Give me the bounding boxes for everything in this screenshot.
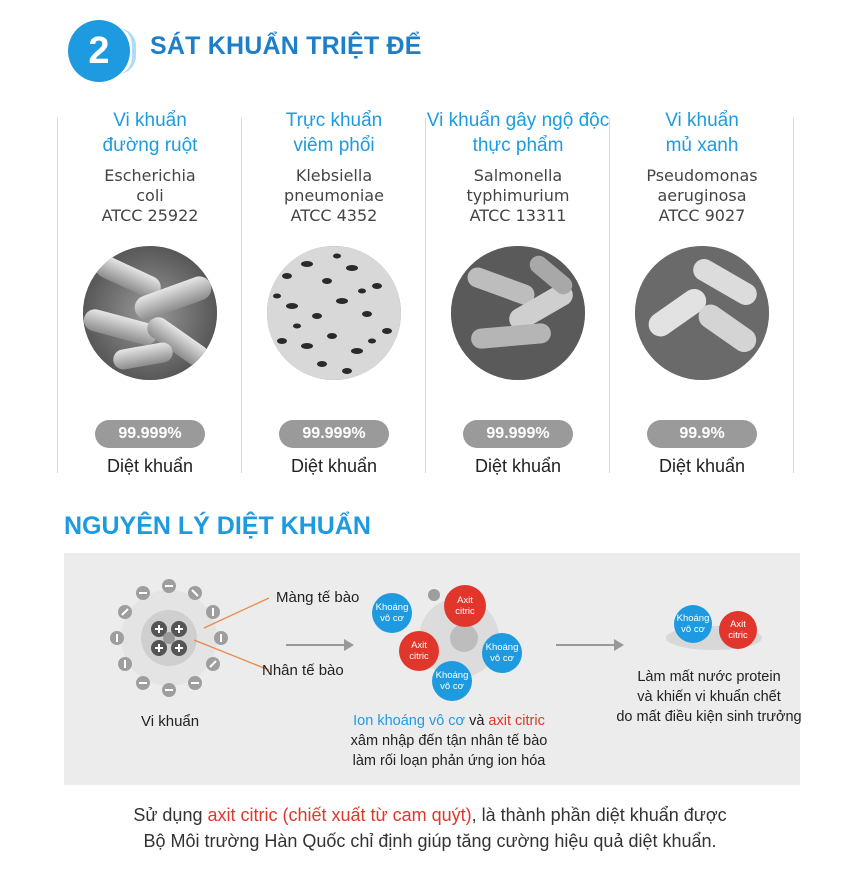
bacteria-common-name: Vi khuẩn mủ xanh bbox=[665, 110, 739, 156]
mineral-ion-icon: Khoáng vô cơ bbox=[372, 593, 412, 633]
mineral-ion-icon: Khoáng vô cơ bbox=[674, 605, 712, 643]
mineral-ion-icon: Khoáng vô cơ bbox=[432, 661, 472, 701]
nucleus-label: Nhân tế bào bbox=[262, 662, 344, 679]
kill-result-label: Diệt khuẩn bbox=[106, 456, 194, 476]
section-title-principle: NGUYÊN LÝ DIỆT KHUẨN bbox=[64, 512, 371, 540]
bacteria-card-ecoli bbox=[58, 108, 242, 478]
mechanism-diagram-panel bbox=[64, 553, 800, 785]
section-number-badge: 2 bbox=[68, 20, 130, 82]
citric-acid-ion-icon: Axit citric bbox=[719, 611, 757, 649]
kill-result-label: Diệt khuẩn bbox=[474, 456, 562, 476]
bacteria-card-klebsiella bbox=[242, 108, 426, 478]
kill-result-label: Diệt khuẩn bbox=[290, 456, 378, 476]
kill-rate-badge: 99.9% bbox=[647, 420, 757, 448]
bacteria-scientific-name: Klebsiella pneumoniae ATCC 4352 bbox=[284, 166, 384, 225]
kill-result-label: Diệt khuẩn bbox=[658, 456, 746, 476]
ecoli-micrograph-image bbox=[83, 246, 217, 380]
bacteria-card-salmonella bbox=[426, 108, 610, 478]
bacteria-card-pseudomonas bbox=[610, 108, 794, 478]
pseudomonas-micrograph-image bbox=[635, 246, 769, 380]
kill-rate-badge: 99.999% bbox=[463, 420, 573, 448]
bacteria-scientific-name: Escherichia coli ATCC 25922 bbox=[101, 166, 199, 225]
bacteria-label: Vi khuẩn bbox=[141, 713, 200, 730]
mineral-ion-icon: Khoáng vô cơ bbox=[482, 633, 522, 673]
arrow-right-icon bbox=[556, 637, 626, 653]
salmonella-micrograph-image bbox=[451, 246, 585, 380]
kill-rate-badge: 99.999% bbox=[279, 420, 389, 448]
footer-note: Sử dụng axit citric (chiết xuất từ cam quýt), là thành phần diệt khuẩn được Bộ Môi trường Hàn Quốc chỉ định giúp tăng cường hiệu quả diệt khuẩn. bbox=[133, 805, 727, 851]
bacteria-scientific-name: Pseudomonas aeruginosa ATCC 9027 bbox=[646, 166, 758, 225]
bacteria-common-name: Vi khuẩn gây ngộ độc thực phẩm bbox=[426, 110, 610, 156]
citric-acid-ion-icon: Axit citric bbox=[444, 585, 486, 627]
step2-caption: Ion khoáng vô cơ và axit citric xâm nhập đến tận nhân tế bào làm rối loạn phản ứng ion hóa bbox=[350, 713, 548, 769]
arrow-right-icon bbox=[286, 637, 356, 653]
section-title-disinfection: SÁT KHUẨN TRIỆT ĐỂ bbox=[150, 32, 422, 60]
klebsiella-micrograph-image bbox=[267, 246, 401, 380]
step3-caption: Làm mất nước protein và khiến vi khuẩn chết do mất điều kiện sinh trưởng bbox=[616, 669, 802, 725]
membrane-label: Màng tế bào bbox=[276, 589, 360, 606]
bacteria-common-name: Trực khuẩn viêm phổi bbox=[285, 110, 383, 156]
bacteria-common-name: Vi khuẩn đường ruột bbox=[102, 110, 198, 156]
kill-rate-badge: 99.999% bbox=[95, 420, 205, 448]
bacteria-scientific-name: Salmonella typhimurium ATCC 13311 bbox=[466, 166, 570, 225]
citric-acid-ion-icon: Axit citric bbox=[399, 631, 439, 671]
